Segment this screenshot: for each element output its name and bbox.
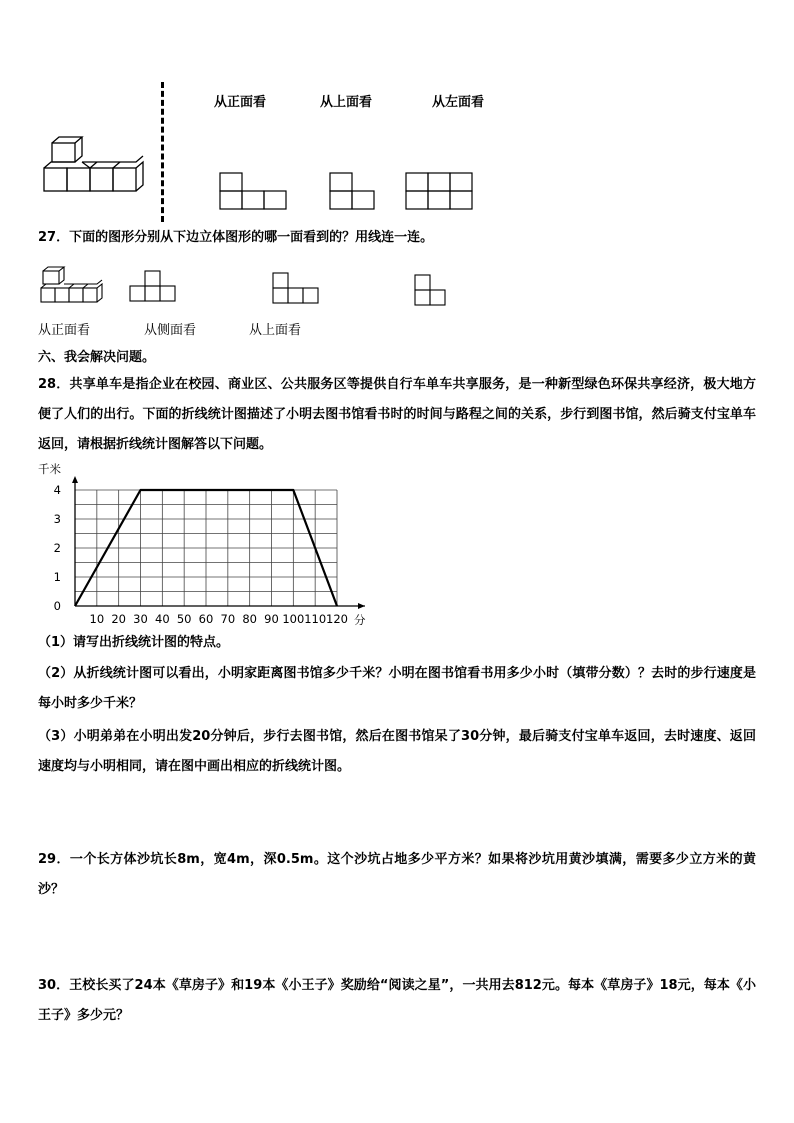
q27-shape-2 — [273, 272, 321, 306]
view-grid-top — [329, 172, 379, 210]
q28-sub1: （1）请写出折线统计图的特点。 — [38, 635, 230, 650]
cube-stack-figure-q27 — [40, 264, 102, 304]
chart-y-tick-label: 3 — [53, 512, 61, 526]
chart-x-tick-label: 20 — [111, 612, 126, 626]
view-grid-front — [219, 172, 289, 210]
q28-intro: 28．共享单车是指企业在校园、商业区、公共服务区等提供自行车单车共享服务，是一种新型绿色环保共享经济，极大地方便了人们的出行。下面的折线统计图描述了小明去图书馆看书时的时间与路程之间的关系，步行到图书馆，然后骑支付宝单车返回，请根据折线统计图解答以下问题。 — [38, 377, 756, 452]
chart-x-tick-label: 70 — [220, 612, 236, 626]
chart-x-tick-label: 60 — [198, 612, 214, 626]
q29-text: 29．一个长方体沙坑长8m，宽4m，深0.5m。这个沙坑占地多少平方米？如果将沙坑用黄沙填满，需要多少立方米的黄沙？ — [38, 852, 756, 897]
view-label-top: 从上面看 — [320, 95, 373, 110]
view-label-front: 从正面看 — [214, 95, 267, 110]
dashed-divider — [161, 82, 164, 222]
q27-shape-1 — [130, 270, 178, 304]
chart-y-axis-label: 千米 — [38, 462, 61, 476]
chart-y-tick-label: 0 — [53, 599, 61, 613]
q27-label-top: 从上面看 — [249, 323, 302, 338]
cube-stack-figure-top — [40, 135, 142, 197]
q28-sub3: （3）小明弟弟在小明出发20分钟后，步行去图书馆，然后在图书馆呆了30分钟，最后骑支付宝单车返回，去时速度、返回速度均与小明相同，请在图中画出相应的折线统计图。 — [38, 729, 756, 774]
q30-text: 30．王校长买了24本《草房子》和19本《小王子》奖励给“阅读之星”，一共用去812元。每本《草房子》18元，每本《小王子》多少元？ — [38, 978, 756, 1023]
chart-x-tick-label: 120 — [326, 612, 348, 626]
chart-x-tick-label: 110 — [304, 612, 327, 626]
chart-x-tick-label: 40 — [155, 612, 170, 626]
chart-x-tick-label: 100 — [282, 612, 305, 626]
chart-x-tick-label: 90 — [264, 612, 279, 626]
chart-y-tick-label: 1 — [53, 570, 61, 584]
view-grid-left — [405, 172, 477, 210]
q27-label-side: 从侧面看 — [144, 323, 197, 338]
chart-x-tick-label: 10 — [89, 612, 105, 626]
chart-x-tick-label: 30 — [133, 612, 148, 626]
chart-y-axis-arrow — [72, 476, 78, 483]
chart-x-axis-label: 分 — [354, 613, 366, 627]
q27-label-front: 从正面看 — [38, 323, 91, 338]
chart-x-axis-arrow — [358, 603, 365, 609]
view-label-left: 从左面看 — [432, 95, 485, 110]
chart-y-tick-label: 4 — [53, 483, 61, 497]
q27-question: 27．下面的图形分别从下边立体图形的哪一面看到的？用线连一连。 — [38, 230, 434, 245]
chart-x-tick-label: 80 — [242, 612, 257, 626]
chart-y-tick-label: 2 — [53, 541, 61, 555]
section-6-title: 六、我会解决问题。 — [38, 350, 156, 365]
chart-x-tick-label: 50 — [176, 612, 192, 626]
line-chart — [30, 462, 375, 632]
q27-shape-3 — [415, 274, 449, 310]
q28-sub2: （2）从折线统计图可以看出，小明家距离图书馆多少千米？小明在图书馆看书用多少小时（填带分数）？去时的步行速度是每小时多少千米？ — [38, 666, 756, 711]
